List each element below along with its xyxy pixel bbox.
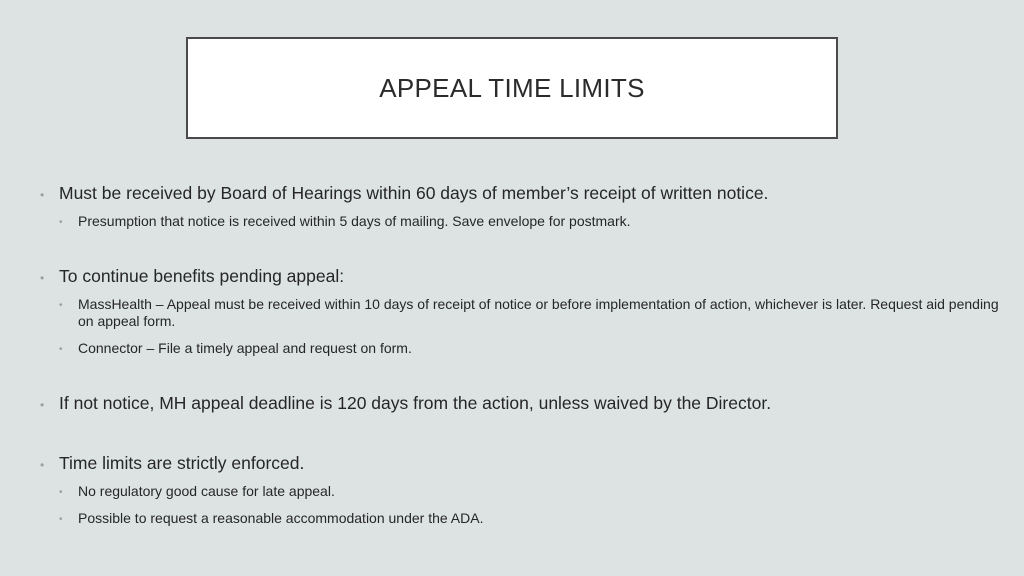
sub-bullet-item	[59, 483, 999, 500]
sub-bullet-item	[59, 296, 999, 330]
bullet-dot-icon: •	[59, 217, 63, 228]
bullet-item	[40, 392, 990, 414]
sub-bullet-text: MassHealth – Appeal must be received within 10 days of receipt of notice or before implementation of action, whichever is later. Request aid pending on appeal form.	[78, 296, 999, 329]
slide-title: APPEAL TIME LIMITS	[379, 72, 645, 103]
bullet-dot-icon: •	[40, 271, 45, 285]
sub-bullet-text: Presumption that notice is received within 5 days of mailing. Save envelope for postmark.	[78, 213, 631, 229]
bullet-dot-icon: •	[59, 487, 63, 498]
sub-bullet-item	[59, 213, 999, 230]
bullet-dot-icon: •	[40, 188, 45, 202]
bullet-dot-icon: •	[59, 514, 63, 525]
bullet-item	[40, 452, 990, 474]
bullet-text: Must be received by Board of Hearings within 60 days of member’s receipt of written notice.	[59, 183, 769, 203]
bullet-item	[40, 265, 990, 287]
bullet-dot-icon: •	[40, 398, 45, 412]
sub-bullet-text: Possible to request a reasonable accommodation under the ADA.	[78, 510, 484, 526]
bullet-item	[40, 182, 990, 204]
bullet-text: Time limits are strictly enforced.	[59, 453, 305, 473]
sub-bullet-text: No regulatory good cause for late appeal.	[78, 483, 335, 499]
sub-bullet-text: Connector – File a timely appeal and request on form.	[78, 340, 412, 356]
sub-bullet-item	[59, 340, 999, 357]
bullet-text: To continue benefits pending appeal:	[59, 266, 345, 286]
slide-title-box	[186, 37, 838, 139]
bullet-dot-icon: •	[40, 458, 45, 472]
bullet-text: If not notice, MH appeal deadline is 120 days from the action, unless waived by the Director.	[59, 393, 772, 413]
bullet-dot-icon: •	[59, 300, 63, 311]
sub-bullet-item	[59, 510, 999, 527]
bullet-dot-icon: •	[59, 344, 63, 355]
